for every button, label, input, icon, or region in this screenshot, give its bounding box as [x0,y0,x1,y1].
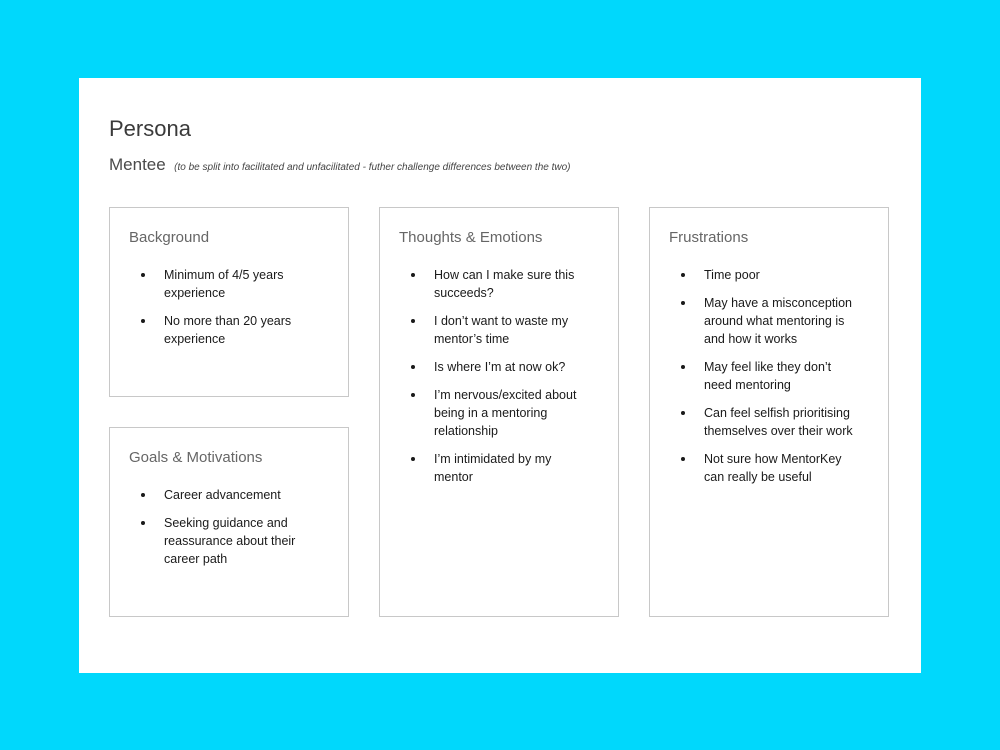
background-list [110,266,310,358]
goals-item: Seeking guidance and reassurance about their career path [110,514,310,568]
thoughts-list [380,266,586,496]
frustrations-item: May feel like they don’t need mentoring [650,358,856,394]
thoughts-card-title: Thoughts & Emotions [399,229,543,246]
goals-card [109,427,349,617]
page-title: Persona [109,116,191,141]
persona-subtitle: Mentee [109,155,166,174]
thoughts-item: I don’t want to waste my mentor’s time [380,312,586,348]
thoughts-item: How can I make sure this succeeds? [380,266,586,302]
frustrations-item: May have a misconception around what mentoring is and how it works [650,294,856,348]
frustrations-item: Not sure how MentorKey can really be useful [650,450,856,486]
goals-list [110,486,310,578]
background-card-title: Background [129,229,210,246]
frustrations-item: Can feel selfish prioritising themselves over their work [650,404,856,440]
persona-slide [79,78,921,673]
background-item: No more than 20 years experience [110,312,310,348]
subtitle-row [109,154,571,179]
frustrations-card-title: Frustrations [669,229,749,246]
thoughts-card [379,207,619,617]
frustrations-list [650,266,856,496]
frustrations-item: Time poor [650,266,856,284]
subtitle-note: (to be split into facilitated and unfacilitated - futher challenge differences between the two) [174,162,571,173]
goals-item: Career advancement [110,486,310,504]
frustrations-card [649,207,889,617]
background-card [109,207,349,397]
thoughts-item: I’m intimidated by my mentor [380,450,586,486]
background-item: Minimum of 4/5 years experience [110,266,310,302]
thoughts-item: Is where I’m at now ok? [380,358,586,376]
thoughts-item: I’m nervous/excited about being in a mentoring relationship [380,386,586,440]
goals-card-title: Goals & Motivations [129,449,263,466]
